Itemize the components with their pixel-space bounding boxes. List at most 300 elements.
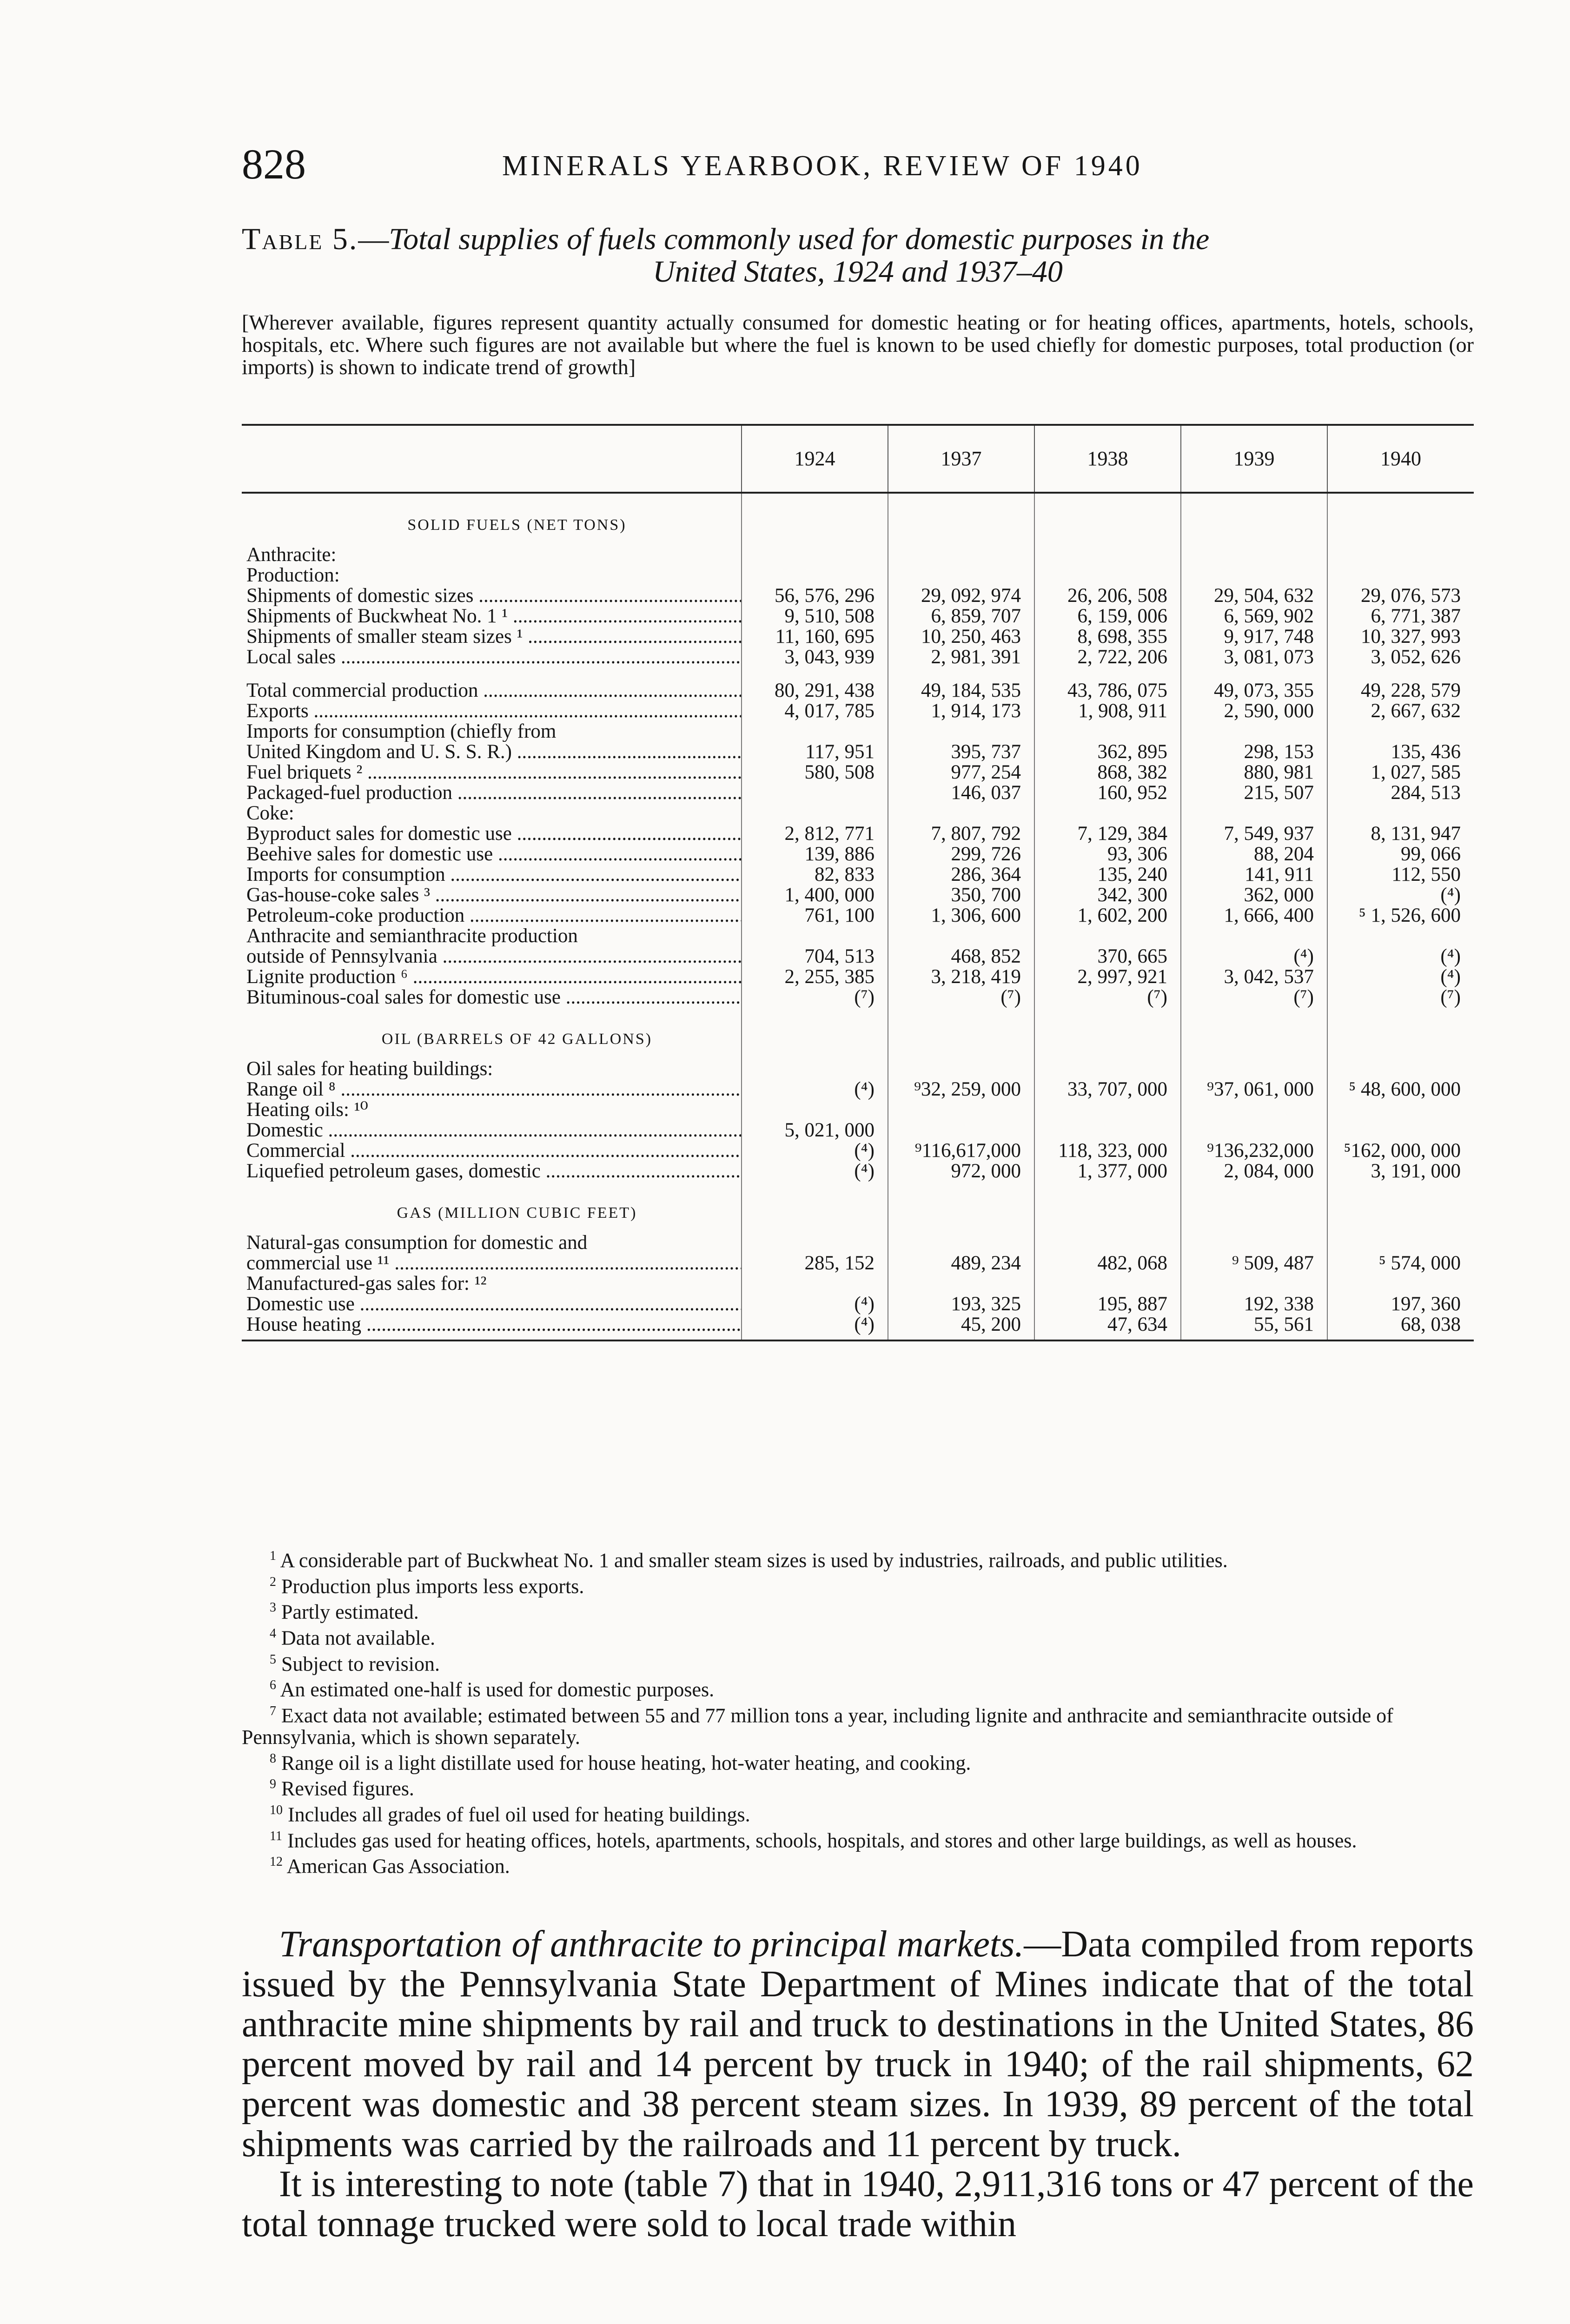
table-cell (888, 545, 1034, 565)
row-label: Heating oils: ¹⁰ (246, 1100, 368, 1120)
table-row (242, 762, 1474, 783)
table-cell (1034, 926, 1181, 946)
table-cell: (⁷) (888, 987, 1034, 1008)
table-cell: 135, 436 (1327, 742, 1474, 762)
table-cell: 215, 507 (1181, 783, 1327, 803)
footnote (242, 1748, 1474, 1774)
table-cell: 141, 911 (1181, 865, 1327, 885)
table-row (242, 865, 1474, 885)
table-row (242, 1059, 1474, 1079)
footnote (242, 1649, 1474, 1675)
table-cell: 112, 550 (1327, 865, 1474, 885)
footnote (242, 1701, 1474, 1748)
table-cell: (⁴) (742, 1161, 888, 1182)
table-cell: 2, 084, 000 (1181, 1161, 1327, 1182)
empty-cell (888, 493, 1034, 545)
table-cell: 342, 300 (1034, 885, 1181, 905)
table-cell: 1, 666, 400 (1181, 905, 1327, 926)
table-cell: 33, 707, 000 (1034, 1079, 1181, 1100)
footnote (242, 1545, 1474, 1571)
table-cell (1181, 1120, 1327, 1141)
row-label: Liquefied petroleum gases, domestic ..... (242, 1161, 742, 1182)
table-cell: 99, 066 (1327, 844, 1474, 865)
table-cell (1034, 1274, 1181, 1294)
table-cell (888, 1233, 1034, 1253)
section-header-row (242, 1008, 1474, 1059)
table-cell (888, 667, 1034, 680)
table-cell (1181, 667, 1327, 680)
table-cell: 1, 914, 173 (888, 701, 1034, 721)
row-label: Imports for consumption ..... (242, 865, 742, 885)
row-label: Coke: (246, 803, 294, 824)
footnote-text: Includes all grades of fuel oil used for heating buildings. (283, 1803, 750, 1826)
running-head (242, 139, 1474, 195)
empty-cell (888, 1182, 1034, 1233)
table-cell: 11, 160, 695 (742, 627, 888, 647)
row-label: Shipments of domestic sizes ..... (242, 586, 742, 606)
table-cell (742, 1100, 888, 1120)
table-cell: 47, 634 (1034, 1314, 1181, 1340)
table-cell: 192, 338 (1181, 1294, 1327, 1314)
table-cell: 350, 700 (888, 885, 1034, 905)
table-row (242, 987, 1474, 1008)
table-cell (888, 1059, 1034, 1079)
footnote-text: An estimated one-half is used for domestic purposes. (276, 1678, 715, 1701)
fuel-supply-table (242, 424, 1474, 1341)
table-cell (1034, 1100, 1181, 1120)
table-cell: 299, 726 (888, 844, 1034, 865)
footnote-text: A considerable part of Buckwheat No. 1 and smaller steam sizes is used by industries, railroads, and public utilities. (276, 1549, 1228, 1572)
table-cell: 1, 306, 600 (888, 905, 1034, 926)
year-header: 1940 (1327, 425, 1474, 493)
table-cell: 193, 325 (888, 1294, 1034, 1314)
row-label: Shipments of Buckwheat No. 1 ¹ ..... (242, 606, 742, 627)
table-cell (1181, 721, 1327, 742)
table-cell: 5, 021, 000 (742, 1120, 888, 1141)
stub-header (242, 425, 742, 493)
table-cell (742, 565, 888, 586)
footnote-mark: 6 (270, 1678, 276, 1693)
table-cell: 9, 510, 508 (742, 606, 888, 627)
table-row (242, 647, 1474, 667)
table-cell (1181, 1274, 1327, 1294)
table-cell: (⁷) (742, 987, 888, 1008)
table-cell: (⁷) (1327, 987, 1474, 1008)
table-cell (1181, 1100, 1327, 1120)
table-cell: 80, 291, 438 (742, 680, 888, 701)
table-cell: 395, 737 (888, 742, 1034, 762)
empty-cell (1327, 493, 1474, 545)
table-title-line2: United States, 1924 and 1937–40 (653, 255, 1063, 289)
table-cell (742, 783, 888, 803)
section-header-row (242, 1182, 1474, 1233)
table-cell: 146, 037 (888, 783, 1034, 803)
table-cell (888, 926, 1034, 946)
table-cell: 1, 400, 000 (742, 885, 888, 905)
table-cell: 2, 812, 771 (742, 824, 888, 844)
table-cell: ⁹37, 061, 000 (1181, 1079, 1327, 1100)
table-row (242, 721, 1474, 742)
empty-cell (742, 1008, 888, 1059)
table-cell: 362, 895 (1034, 742, 1181, 762)
footnote-mark: 8 (270, 1751, 276, 1766)
table-cell: (⁴) (1327, 967, 1474, 987)
row-label: Domestic ..... (242, 1120, 742, 1141)
table-headnote: [Wherever available, figures represent quantity actually consumed for domestic heating or for heating offices, apartments, hotels, schools, hospitals, etc. Where such figures are not available but where the fuel is known to be used chiefly for domestic purposes, total production (or imports) is shown to indicate trend of growth] (242, 310, 1474, 379)
table-row (242, 1079, 1474, 1100)
row-label: Petroleum-coke production ..... (242, 905, 742, 926)
table-cell: 2, 255, 385 (742, 967, 888, 987)
table-cell (1034, 1120, 1181, 1141)
table-row (242, 926, 1474, 946)
table-cell: 160, 952 (1034, 783, 1181, 803)
table-row (242, 742, 1474, 762)
table-cell: 370, 665 (1034, 946, 1181, 967)
run-in-heading: Transportation of anthracite to principal markets. (279, 1924, 1024, 1965)
table-cell: 285, 152 (742, 1253, 888, 1274)
table-row (242, 1314, 1474, 1340)
table-cell: (⁴) (742, 1314, 888, 1340)
row-label: Lignite production ⁶ ..... (242, 967, 742, 987)
empty-cell (1181, 493, 1327, 545)
row-label: Commercial ..... (242, 1141, 742, 1161)
table-cell: 9, 917, 748 (1181, 627, 1327, 647)
table-row (242, 1100, 1474, 1120)
table-cell (888, 1274, 1034, 1294)
table-cell: 4, 017, 785 (742, 701, 888, 721)
table-row (242, 885, 1474, 905)
table-cell (742, 803, 888, 824)
row-label: Range oil ⁸ ..... (242, 1079, 742, 1100)
table-cell (1181, 565, 1327, 586)
footnote (242, 1774, 1474, 1800)
section-name: SOLID FUELS (NET TONS) (407, 516, 627, 534)
table-row (242, 967, 1474, 987)
table-header-row (242, 425, 1474, 493)
table-cell (888, 1120, 1034, 1141)
table-cell: 704, 513 (742, 946, 888, 967)
footnote-text: Revised figures. (276, 1777, 414, 1800)
table-cell: 10, 327, 993 (1327, 627, 1474, 647)
table-cell: 8, 698, 355 (1034, 627, 1181, 647)
year-header: 1924 (742, 425, 888, 493)
table-cell: (⁴) (1327, 885, 1474, 905)
table-cell (1327, 1059, 1474, 1079)
table-cell (1327, 545, 1474, 565)
footnote (242, 1675, 1474, 1701)
page-number: 828 (242, 140, 306, 188)
table-row (242, 783, 1474, 803)
table-cell: 7, 549, 937 (1181, 824, 1327, 844)
footnote-mark: 7 (270, 1703, 276, 1718)
table-cell: 7, 807, 792 (888, 824, 1034, 844)
table-cell: 2, 722, 206 (1034, 647, 1181, 667)
table-cell: ⁵ 48, 600, 000 (1327, 1079, 1474, 1100)
table-cell: (⁷) (1181, 987, 1327, 1008)
footnote (242, 1826, 1474, 1852)
row-label: Anthracite and semianthracite production (246, 926, 578, 946)
footnote-text: Production plus imports less exports. (276, 1575, 584, 1598)
table-caption: Table 5.—Total supplies of fuels commonly used for domestic purposes in the United States, 1924 and 1937–40 (242, 223, 1474, 288)
table-row (242, 1141, 1474, 1161)
paragraph: It is interesting to note (table 7) that in 1940, 2,911,316 tons or 47 percent of the total tonnage trucked were sold to local trade within (242, 2164, 1474, 2245)
row-label: Gas-house-coke sales ³ ..... (242, 885, 742, 905)
row-label: Domestic use ..... (242, 1294, 742, 1314)
table-cell: (⁴) (742, 1079, 888, 1100)
row-label: Production: (246, 565, 340, 586)
table-cell (1034, 803, 1181, 824)
table-title-line1: Total supplies of fuels commonly used for domestic purposes in the (389, 222, 1210, 256)
table-cell: (⁴) (1327, 946, 1474, 967)
table-row (242, 545, 1474, 565)
empty-cell (1034, 1008, 1181, 1059)
table-cell (1034, 1233, 1181, 1253)
row-label: Total commercial production ..... (242, 680, 742, 701)
table-cell: 362, 000 (1181, 885, 1327, 905)
table-cell (742, 1233, 888, 1253)
footnotes (242, 1545, 1474, 1877)
footnote-mark: 2 (270, 1574, 276, 1589)
table-row (242, 946, 1474, 967)
table-cell: ⁵162, 000, 000 (1327, 1141, 1474, 1161)
table-cell: 197, 360 (1327, 1294, 1474, 1314)
table-cell: 3, 218, 419 (888, 967, 1034, 987)
year-header: 1937 (888, 425, 1034, 493)
table-cell: 977, 254 (888, 762, 1034, 783)
table-cell: 7, 129, 384 (1034, 824, 1181, 844)
table-cell (1181, 803, 1327, 824)
table-cell: 6, 159, 006 (1034, 606, 1181, 627)
table-cell: 1, 908, 911 (1034, 701, 1181, 721)
table-cell: 29, 504, 632 (1181, 586, 1327, 606)
table-row (242, 1120, 1474, 1141)
table-cell: 284, 513 (1327, 783, 1474, 803)
table-cell: 43, 786, 075 (1034, 680, 1181, 701)
table-row (242, 667, 1474, 680)
table-cell: 135, 240 (1034, 865, 1181, 885)
table-cell: 6, 771, 387 (1327, 606, 1474, 627)
table-cell (1181, 926, 1327, 946)
table-cell: 880, 981 (1181, 762, 1327, 783)
table-cell: 56, 576, 296 (742, 586, 888, 606)
table-cell: 195, 887 (1034, 1294, 1181, 1314)
row-label: Oil sales for heating buildings: (246, 1059, 493, 1079)
table-cell: 49, 073, 355 (1181, 680, 1327, 701)
empty-cell (1327, 1182, 1474, 1233)
table-cell: ⁵ 1, 526, 600 (1327, 905, 1474, 926)
table-row (242, 1294, 1474, 1314)
row-label: Shipments of smaller steam sizes ¹ ..... (242, 627, 742, 647)
table-cell (742, 667, 888, 680)
table-cell: 29, 092, 974 (888, 586, 1034, 606)
table-cell: 45, 200 (888, 1314, 1034, 1340)
table-cell (1327, 1274, 1474, 1294)
table-row (242, 824, 1474, 844)
table-cell: 868, 382 (1034, 762, 1181, 783)
footnote-text: Data not available. (276, 1626, 436, 1650)
table-cell (1327, 721, 1474, 742)
footnote (242, 1851, 1474, 1877)
empty-cell (742, 493, 888, 545)
row-label: House heating ..... (242, 1314, 742, 1340)
table-row (242, 1274, 1474, 1294)
table-cell: 93, 306 (1034, 844, 1181, 865)
table-cell: 468, 852 (888, 946, 1034, 967)
table-cell: 3, 042, 537 (1181, 967, 1327, 987)
table-row (242, 701, 1474, 721)
empty-cell (1181, 1182, 1327, 1233)
empty-cell (1181, 1008, 1327, 1059)
table-cell: 6, 569, 902 (1181, 606, 1327, 627)
table-cell: 2, 667, 632 (1327, 701, 1474, 721)
table-cell (1034, 565, 1181, 586)
empty-cell (1034, 1182, 1181, 1233)
table-row (242, 606, 1474, 627)
table-row (242, 844, 1474, 865)
footnote-text: Exact data not available; estimated between 55 and 77 million tons a year, including lignite and anthracite and semianthracite outside of Pennsylvania, which is shown separately. (242, 1704, 1393, 1749)
footnote-mark: 10 (270, 1802, 283, 1817)
footnote-text: Range oil is a light distillate used for house heating, hot-water heating, and cooking. (276, 1751, 971, 1775)
footnote-mark: 5 (270, 1652, 276, 1667)
table-cell: 2, 997, 921 (1034, 967, 1181, 987)
footnote-text: Includes gas used for heating offices, hotels, apartments, schools, hospitals, and stores and other large buildings, as well as houses. (282, 1829, 1357, 1852)
table-row (242, 905, 1474, 926)
table-cell: 1, 377, 000 (1034, 1161, 1181, 1182)
paragraph (242, 1924, 1474, 2164)
table-cell: 29, 076, 573 (1327, 586, 1474, 606)
table-label: Table 5. (242, 222, 358, 256)
table-cell: 482, 068 (1034, 1253, 1181, 1274)
row-label (242, 667, 742, 680)
table-cell: 88, 204 (1181, 844, 1327, 865)
table-cell (742, 1274, 888, 1294)
section-name: GAS (MILLION CUBIC FEET) (397, 1204, 637, 1221)
table-row (242, 1161, 1474, 1182)
table-cell (1181, 545, 1327, 565)
row-label: United Kingdom and U. S. S. R.) ..... (242, 742, 742, 762)
table-cell: 139, 886 (742, 844, 888, 865)
row-label: Beehive sales for domestic use ..... (242, 844, 742, 865)
empty-cell (1034, 493, 1181, 545)
table-cell: 1, 602, 200 (1034, 905, 1181, 926)
table-cell: 55, 561 (1181, 1314, 1327, 1340)
footnote-text: Subject to revision. (276, 1652, 440, 1676)
table-cell (888, 721, 1034, 742)
table-cell: 3, 043, 939 (742, 647, 888, 667)
table-row (242, 627, 1474, 647)
table-cell: 2, 981, 391 (888, 647, 1034, 667)
table-cell (1327, 1100, 1474, 1120)
row-label: Bituminous-coal sales for domestic use ..... (242, 987, 742, 1008)
table-cell: 8, 131, 947 (1327, 824, 1474, 844)
table-cell (1327, 1233, 1474, 1253)
row-label: Anthracite: (246, 545, 337, 565)
table-cell (888, 803, 1034, 824)
footnote (242, 1597, 1474, 1623)
table-cell (742, 721, 888, 742)
row-label: commercial use ¹¹ ..... (242, 1253, 742, 1274)
table-cell (742, 545, 888, 565)
footnote-mark: 3 (270, 1600, 276, 1615)
body-text (242, 1924, 1474, 2244)
table-cell (1034, 1059, 1181, 1079)
table-cell: 3, 081, 073 (1181, 647, 1327, 667)
table-cell (888, 565, 1034, 586)
table-row (242, 565, 1474, 586)
running-title: MINERALS YEARBOOK, REVIEW OF 1940 (502, 150, 1143, 182)
table-cell: 3, 052, 626 (1327, 647, 1474, 667)
table-cell: ⁵ 574, 000 (1327, 1253, 1474, 1274)
table-cell: 117, 951 (742, 742, 888, 762)
table-cell (1181, 1233, 1327, 1253)
table-cell: (⁴) (742, 1294, 888, 1314)
table-cell: 3, 191, 000 (1327, 1161, 1474, 1182)
table-cell: ⁹116,617,000 (888, 1141, 1034, 1161)
table-cell: 972, 000 (888, 1161, 1034, 1182)
table-cell: 26, 206, 508 (1034, 586, 1181, 606)
table-cell (742, 1059, 888, 1079)
footnote-mark: 11 (270, 1829, 282, 1843)
table-body (242, 493, 1474, 1340)
row-label: Manufactured-gas sales for: ¹² (246, 1274, 487, 1294)
table-cell (1034, 721, 1181, 742)
footnote-mark: 4 (270, 1626, 276, 1641)
year-header: 1938 (1034, 425, 1181, 493)
row-label: Fuel briquets ² ..... (242, 762, 742, 783)
table-cell (1327, 565, 1474, 586)
table-cell: 68, 038 (1327, 1314, 1474, 1340)
table-cell: 761, 100 (742, 905, 888, 926)
empty-cell (1327, 1008, 1474, 1059)
footnote-text: American Gas Association. (283, 1855, 510, 1878)
table-row (242, 803, 1474, 824)
table-cell: (⁴) (742, 1141, 888, 1161)
table-cell (1327, 926, 1474, 946)
footnote-mark: 12 (270, 1855, 283, 1869)
table-row (242, 680, 1474, 701)
row-label: Byproduct sales for domestic use ..... (242, 824, 742, 844)
row-label: Local sales ..... (242, 647, 742, 667)
table-cell: 49, 184, 535 (888, 680, 1034, 701)
table-cell: 286, 364 (888, 865, 1034, 885)
table-cell: (⁷) (1034, 987, 1181, 1008)
table-cell: 580, 508 (742, 762, 888, 783)
table-cell (888, 1100, 1034, 1120)
table-cell: 118, 323, 000 (1034, 1141, 1181, 1161)
table-row (242, 1253, 1474, 1274)
table-cell: 82, 833 (742, 865, 888, 885)
table-cell (1034, 545, 1181, 565)
footnote-mark: 1 (270, 1549, 276, 1563)
table-cell (1181, 1059, 1327, 1079)
table-cell: 1, 027, 585 (1327, 762, 1474, 783)
table-cell: 298, 153 (1181, 742, 1327, 762)
paragraph-text: —Data compiled from reports issued by the Pennsylvania State Department of Mines indicate that of the total anthracite mine shipments by rail and truck to destinations in the United States, 86 percent moved by rail and 14 percent by truck in 1940; of the rail shipments, 62 percent was domestic and 38 percent steam sizes. In 1939, 89 percent of the total shipments was carried by the railroads and 11 percent by truck. (242, 1924, 1474, 2165)
row-label: Packaged-fuel production ..... (242, 783, 742, 803)
table-cell: ⁹136,232,000 (1181, 1141, 1327, 1161)
table-row (242, 1233, 1474, 1253)
row-label: outside of Pennsylvania ..... (242, 946, 742, 967)
table-cell: (⁴) (1181, 946, 1327, 967)
section-header-row (242, 493, 1474, 545)
row-label: Natural-gas consumption for domestic and (246, 1233, 588, 1253)
table-cell: ⁹ 509, 487 (1181, 1253, 1327, 1274)
footnote-mark: 9 (270, 1777, 276, 1792)
table-cell (1327, 803, 1474, 824)
row-label: Exports ..... (242, 701, 742, 721)
row-label: Imports for consumption (chiefly from (246, 721, 556, 742)
footnote-text: Partly estimated. (276, 1600, 419, 1624)
